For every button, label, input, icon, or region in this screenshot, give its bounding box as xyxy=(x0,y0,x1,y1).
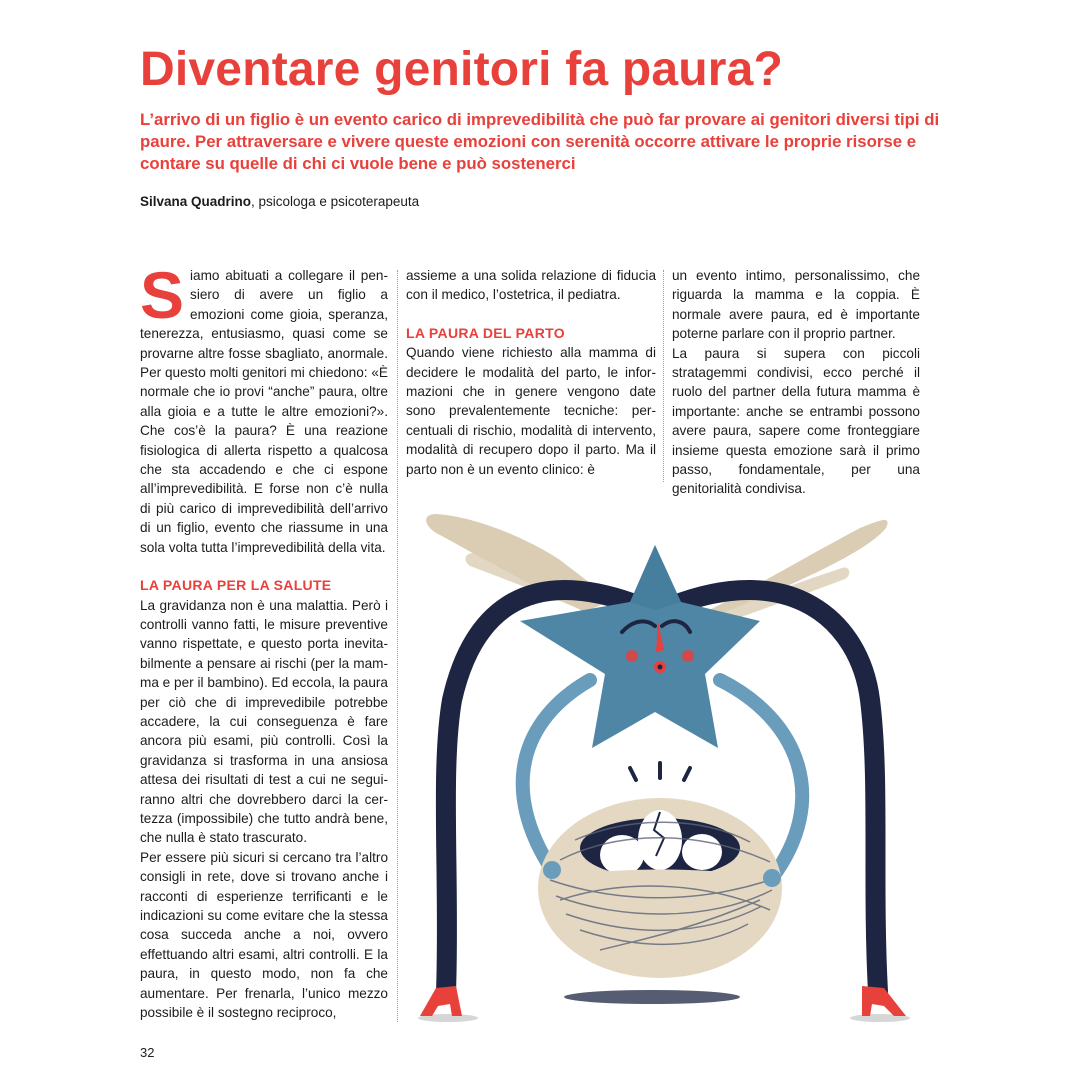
column-divider xyxy=(397,270,398,1022)
paragraph: La paura si supera con piccoli stratagemmi condivisi, ecco perché il ruolo del partner della futura mamma è importante: anche se entrambi possono avere paura, sapere come fronteggiare insieme questa emozione sarà il primo passo, fondamentale, per una genitorialità condivisa. xyxy=(672,345,920,497)
column-divider xyxy=(663,270,664,482)
author-name: Silvana Quadrino xyxy=(140,194,252,209)
paragraph: Quando viene richiesto alla mamma di decidere le modalità del parto, le informazioni che in genere vengono date sono prevalentemente tecniche: percentuali di rischio, modalità di intervento, modalità di recupero dopo il parto. Ma il parto non è un evento clinico: è xyxy=(406,345,656,477)
left-hand xyxy=(543,861,561,879)
page-title: Diventare genitori fa paura? xyxy=(140,43,784,96)
intro-text: iamo abituati a collegare il pensiero di avere un figlio a emozioni come gioia, speranza, tenerezza, entusiasmo, quasi come se provarne altre fosse sbagliato, anormale. Per questo molti genitori mi chiedono: «È normale che io provi “anche” paura, oltre alla gioia e a tutte le altre emozioni?». Che cos’è la paura? È una reazione fisiologica di allerta rispetto a qualcosa che sta accadendo e che ci espone all’imprevedibilità. E forse non c’è nulla di più carico di imprevedibilità dell’arrivo di un figlio, evento che riassume in una sola volta tutta l’imprevedibilità della vita. xyxy=(140,268,388,555)
right-hand xyxy=(763,869,781,887)
paragraph: un evento intimo, personalissimo, che riguarda la mamma e la coppia. È normale avere paura, ed è importante poterne parlare con il proprio partner. xyxy=(672,268,920,342)
intro-paragraph xyxy=(140,258,388,557)
section-heading-salute: LA PAURA PER LA SALUTE xyxy=(140,577,332,594)
column-3 xyxy=(672,266,920,499)
left-shoe xyxy=(420,986,462,1016)
paragraph: La gravidanza non è una malattia. Però i controlli vanno fatti, le misure preventive vanno rispettate, e questo porta inevitabilmente a pensare ai rischi (per la mamma e per il bambino). Ed eccola, la paura per ciò che di imprevedibile potrebbe accadere, la cui conseguenza è fare ancora più esami, più controlli. Così la gravidanza si trasforma in una ansiosa attesa dei risultati di test a cui ne seguiranno altri che dovrebbero darci la certezza (impossibile) che tutto andrà bene, che nulla è stato trascurato. xyxy=(140,597,388,846)
page-number: 32 xyxy=(140,1045,155,1060)
star-creature-holding-nest-icon xyxy=(410,505,910,1025)
paragraph: assieme a una solida relazione di fiducia con il medico, l’ostetrica, il pediatra. xyxy=(406,268,656,303)
drop-cap: S xyxy=(140,258,185,332)
shock-marks xyxy=(630,763,690,780)
nest xyxy=(538,798,782,978)
right-shoe xyxy=(862,986,906,1016)
column-1 xyxy=(140,258,388,1022)
paragraph: Per essere più sicuri si cercano tra l’altro consigli in rete, dove si trovano anche i racconti di esperienze terrificanti e le indicazioni su come evitare che la stessa cosa succeda anche a noi, ovvero effettuando altri esami, altri controlli. E la paura, in questo modo, non fa che aumentare. Per frenarla, l’unico mezzo possibile è il sostegno reciproco, xyxy=(140,849,388,1021)
byline xyxy=(140,193,419,211)
author-role: , psicologa e psicoterapeuta xyxy=(251,194,420,209)
right-wing xyxy=(700,520,888,626)
ground-shadow xyxy=(564,990,740,1004)
cracked-egg xyxy=(638,810,682,870)
section-heading-parto: LA PAURA DEL PARTO xyxy=(406,324,565,341)
article-subtitle: L’arrivo di un figlio è un evento carico di imprevedibilità che può far provare ai genitori diversi tipi di paure. Per attraversare e vivere queste emozioni con serenità occorre attivare le proprie risorse e contare su quelle di chi ci vuole bene e può sostenerci xyxy=(140,110,940,173)
column-2 xyxy=(406,266,656,479)
